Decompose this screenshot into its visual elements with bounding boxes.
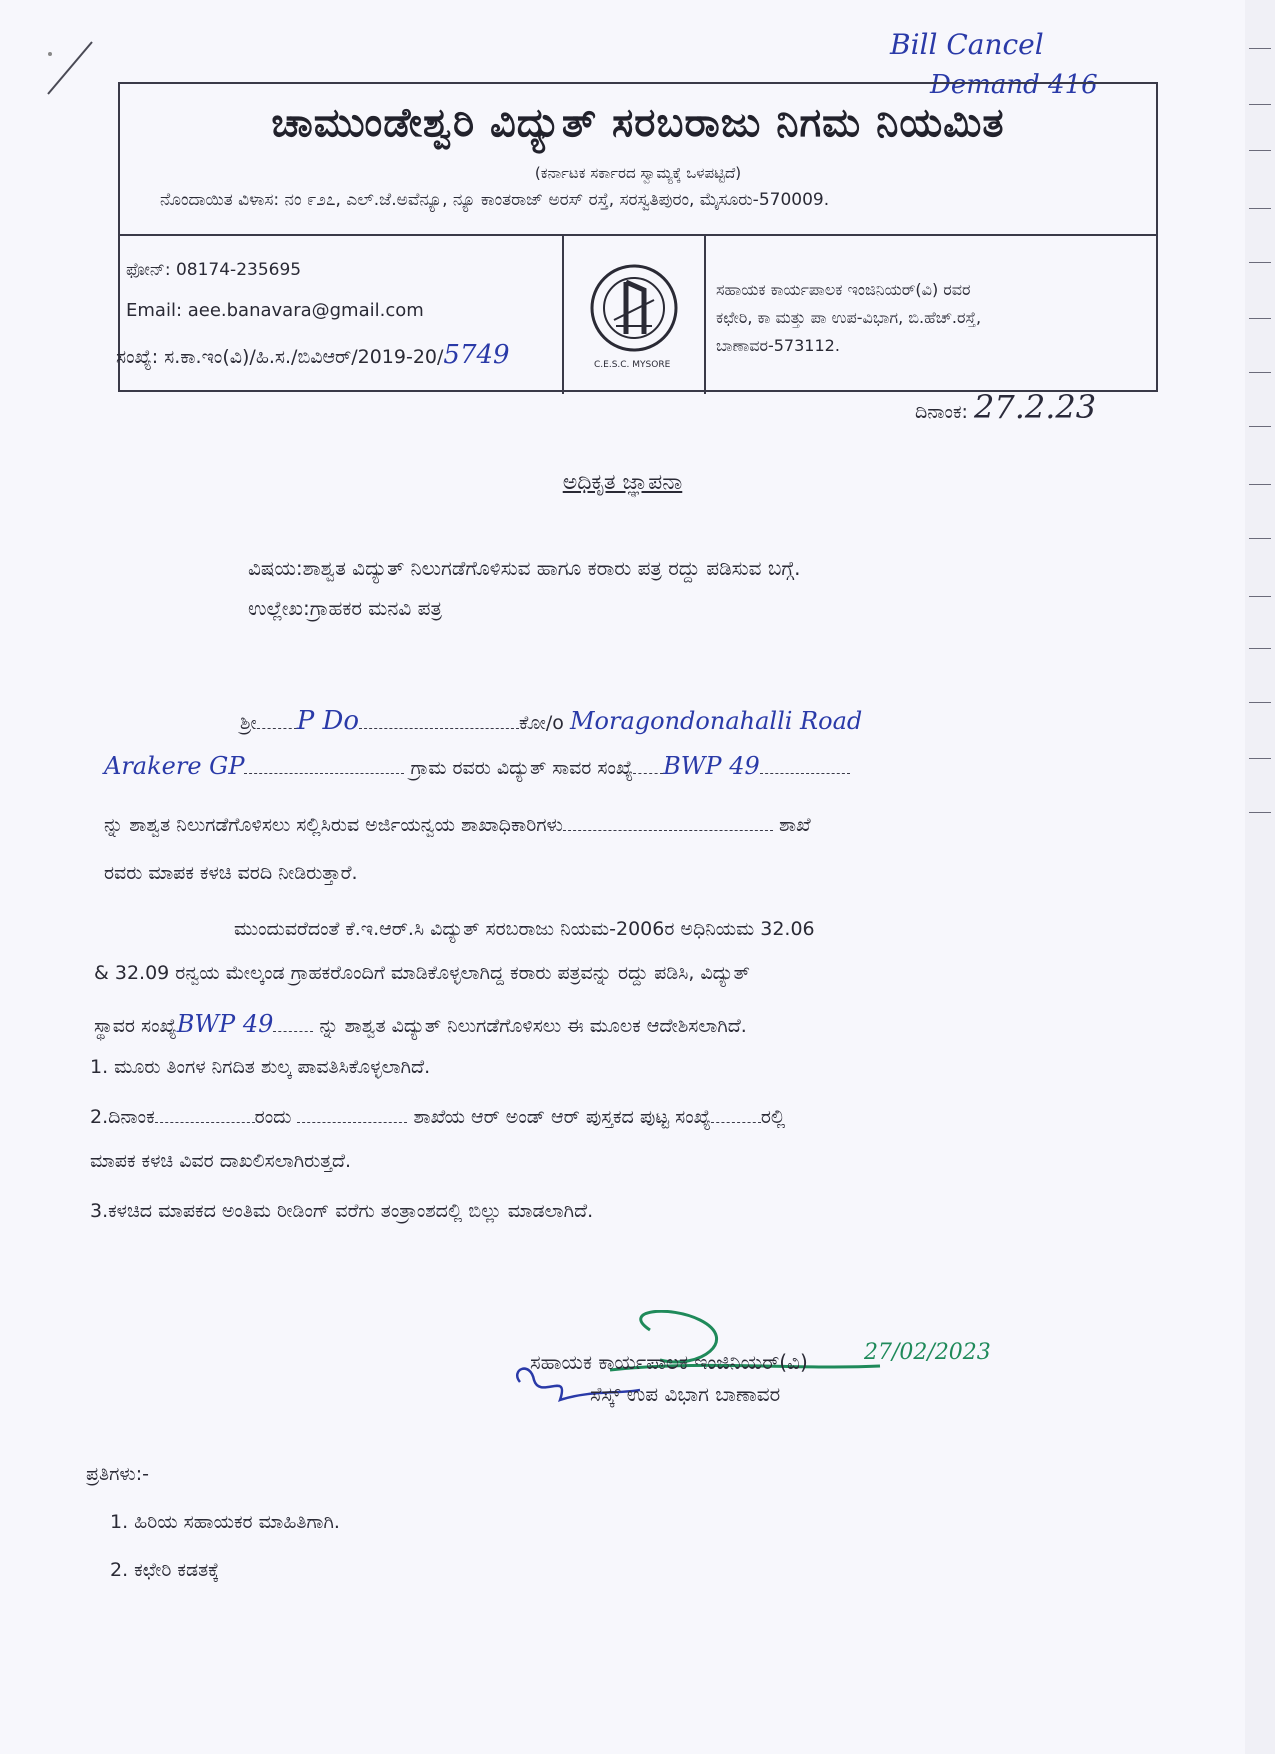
phone-number: ಫೋನ್: 08174-235695 [126, 260, 302, 280]
form-line-3-end: ಶಾಖೆ [778, 814, 811, 836]
reference-number [116, 340, 510, 370]
registered-address: ನೊಂದಾಯಿತ ವಿಳಾಸ: ನಂ ೯೨೭, ಎಲ್.ಜೆ.ಅವೆನ್ಯೂ, ನ್ಯೂ ಕಾಂತರಾಜ್ ಅರಸ್ ರಸ್ತೆ, ಸರಸ್ವತಿಪುರಂ, ಮೈಸೂರು-570009. [160, 190, 830, 210]
point-2 [90, 1104, 785, 1128]
signatory-office: ಸೆಸ್ಕ್ ಉಪ ವಿಭಾಗ ಬಾಣಾವರ [590, 1382, 781, 1406]
cesc-logo-icon [586, 260, 682, 356]
company-subtitle: (ಕರ್ನಾಟಕ ಸರ್ಕಾರದ ಸ್ವಾಮ್ಯಕ್ಕೆ ಒಳಪಟ್ಟಿದೆ) [534, 164, 742, 182]
point-3: 3.ಕಳಚಿದ ಮಾಪಕದ ಅಂತಿಮ ರೀಡಿಂಗ್ ವರೆಗು ತಂತ್ರಾಂಶದಲ್ಲಿ ಬಿಲ್ಲು ಮಾಡಲಾಗಿದೆ. [90, 1200, 594, 1222]
care-of-label: ಕೋ/o [519, 712, 564, 734]
paragraph-line-3-suffix: ನ್ನು ಶಾಶ್ವತ ವಿದ್ಯುತ್ ನಿಲುಗಡೆಗೊಳಿಸಲು ಈ ಮೂಲಕ ಆದೇಶಿಸಲಾಗಿದೆ. [319, 1015, 747, 1037]
subject-line: ವಿಷಯ:ಶಾಶ್ವತ ವಿದ್ಯುತ್ ನಿಲುಗಡೆಗೊಳಿಸುವ ಹಾಗೂ ಕರಾರು ಪತ್ರ ರದ್ದು ಪಡಿಸುವ ಬಗ್ಗೆ. [248, 556, 801, 580]
copies-item-2: 2. ಕಛೇರಿ ಕಡತಕ್ಕೆ [110, 1559, 220, 1581]
copies-section [86, 1450, 340, 1594]
logo-text: C.E.S.C. MYSORE [594, 360, 671, 370]
village-name: Arakere GP [104, 752, 245, 780]
adjacent-page-edge [1245, 0, 1275, 1754]
point-2-book-text: ಶಾಖೆಯ ಆರ್ ಅಂಡ್ ಆರ್ ಪುಸ್ತಕದ ಪುಟ್ಟ ಸಂಖ್ಯೆ [413, 1106, 711, 1128]
office-line-2: ಕಛೇರಿ, ಕಾ ಮತ್ತು ಪಾ ಉಪ-ವಿಭಾಗ, ಬಿ.ಹೆಚ್.ರಸ್ತೆ, [716, 308, 982, 327]
copies-item-1: 1. ಹಿರಿಯ ಸಹಾಯಕರ ಮಾಹಿತಿಗಾಗಿ. [110, 1511, 340, 1533]
form-line-1 [240, 706, 862, 736]
date-handwritten: 27.2.23 [973, 388, 1097, 426]
consumer-address: Moragondonahalli Road [569, 707, 863, 735]
office-cell [706, 236, 1156, 394]
company-title: ಚಾಮುಂಡೇಶ್ವರಿ ವಿದ್ಯುತ್ ಸರಬರಾಜು ನಿಗಮ ನಿಯಮಿತ [271, 100, 1005, 146]
email-address: Email: aee.banavara@gmail.com [126, 300, 424, 321]
document-date [915, 388, 1096, 426]
copies-label: ಪ್ರತಿಗಳು:- [86, 1463, 149, 1485]
form-line-3-text: ನ್ನು ಶಾಶ್ವತ ನಿಲುಗಡೆಗೊಳಿಸಲು ಸಲ್ಲಿಸಿರುವ ಅರ್ಜಿಯನ್ವಯ ಶಾಖಾಧಿಕಾರಿಗಳು [104, 814, 563, 836]
signature-date: 27/02/2023 [864, 1340, 991, 1365]
consumer-name: P Do [296, 706, 359, 736]
annotation-line-1: Bill Cancel [890, 28, 1044, 61]
point-2-date-label: 2.ದಿನಾಂಕ [90, 1106, 155, 1128]
shri-label: ಶ್ರೀ [240, 712, 257, 734]
point-2-line-2: ಮಾಪಕ ಕಳಚಿ ವಿವರ ದಾಖಲಿಸಲಾಗಿರುತ್ತದೆ. [90, 1150, 352, 1172]
reference-prefix: ಸಂಖ್ಯೆ: ಸ.ಕಾ.ಇಂ(ವಿ)/ಹಿ.ಸ./ಬಿವಿಆರ್/2019-20/ [116, 346, 444, 368]
annotation-line-2: Demand 416 [930, 70, 1098, 100]
office-address [716, 276, 1156, 360]
form-line-2 [104, 752, 850, 780]
pen-stroke-icon [44, 40, 94, 100]
point-2-on: ರಂದು [254, 1106, 292, 1128]
signature-block [530, 1350, 808, 1406]
logo-cell [564, 236, 706, 394]
contact-cell [120, 236, 564, 394]
signatory-designation: ಸಹಾಯಕ ಕಾರ್ಯಪಾಲಕ ಇಂಜಿನಿಯರ್(ವಿ) [530, 1350, 808, 1374]
paragraph-line-1: ಮುಂದುವರೆದಂತೆ ಕೆ.ಇ.ಆರ್.ಸಿ ವಿದ್ಯುತ್ ಸರಬರಾಜು ನಿಯಮ-2006ರ ಅಧಿನಿಯಮ 32.06 [234, 918, 815, 940]
form-line-3 [104, 812, 811, 836]
date-label: ದಿನಾಂಕ: [915, 401, 968, 423]
memo-heading: ಅಧಿಕೃತ ಜ್ಞಾಪನಾ [562, 470, 683, 495]
office-line-3: ಬಾಣಾವರ-573112. [716, 336, 840, 355]
paragraph-line-3-prefix: ಸ್ಥಾವರ ಸಂಖ್ಯೆ [94, 1015, 177, 1037]
point-1: 1. ಮೂರು ತಿಂಗಳ ನಿಗದಿತ ಶುಲ್ಕ ಪಾವತಿಸಿಕೊಳ್ಳಲಾಗಿದೆ. [90, 1056, 431, 1078]
reference-handwritten-number: 5749 [443, 340, 510, 370]
office-line-1: ಸಹಾಯಕ ಕಾರ್ಯಪಾಲಕ ಇಂಜಿನಿಯರ್(ವಿ) ರವರ [716, 280, 971, 299]
point-2-in: ರಲ್ಲಿ [760, 1106, 786, 1128]
letterhead-contact-row [120, 234, 1156, 394]
connection-number: BWP 49 [663, 752, 760, 780]
paragraph-line-2: & 32.09 ರನ್ವಯ ಮೇಲ್ಕಂಡ ಗ್ರಾಹಕರೊಂದಿಗೆ ಮಾಡಿಕೊಳ್ಳಲಾಗಿದ್ದ ಕರಾರು ಪತ್ರವನ್ನು ರದ್ದು ಪಡಿಸಿ, ವಿದ್ಯುತ್ [94, 962, 750, 984]
village-suffix: ಗ್ರಾಮ ರವರು ವಿದ್ಯುತ್ ಸಾವರ ಸಂಖ್ಯೆ [410, 757, 634, 779]
paragraph-connection-number: BWP 49 [176, 1010, 274, 1038]
paragraph-line-3 [94, 1010, 747, 1038]
reference-line: ಉಲ್ಲೇಖ:ಗ್ರಾಹಕರ ಮನವಿ ಪತ್ರ [248, 596, 442, 620]
form-line-4: ರವರು ಮಾಪಕ ಕಳಚಿ ವರದಿ ನೀಡಿರುತ್ತಾರೆ. [104, 862, 358, 884]
